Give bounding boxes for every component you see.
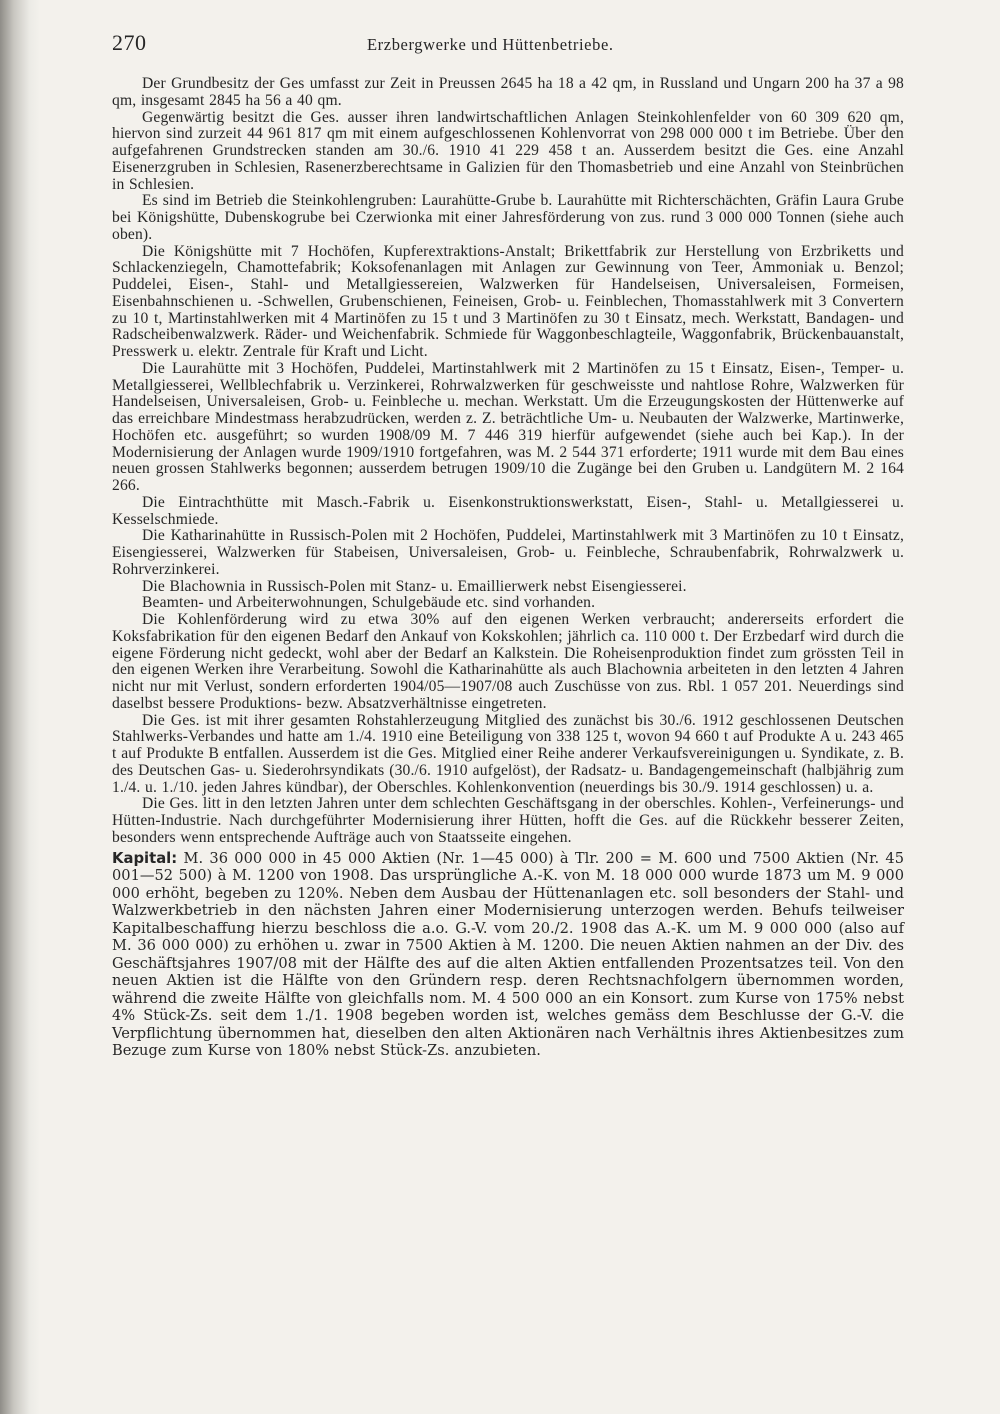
page-number: 270 (112, 30, 147, 55)
paragraph-geschaeftsgang: Die Ges. litt in den letzten Jahren unter dem schlechten Geschäftsgang in der oberschles. Kohlen-, Verfeinerungs- und Hütten-Industrie. Nach durchgeführter Modernisierung ihrer Hütten, hofft die Ges. auf die Rückkehr besserer Zeiten, besonders wenn entsprechende Aufträge auch von Staatsseite eingehen. (112, 795, 904, 846)
binding-shadow (0, 0, 40, 1414)
paragraph-steinkohlengruben: Es sind im Betrieb die Steinkohlengruben: Laurahütte-Grube b. Laurahütte mit Richterschächten, Gräfin Laura Grube bei Königshütte, Dubenskogrube bei Czerwionka mit einer Jahresförderung von zus. rund 3 000 000 Tonnen (siehe auch oben). (112, 192, 904, 243)
paragraph-kapital (112, 850, 904, 1060)
paragraph-laurahuette: Die Laurahütte mit 3 Hochöfen, Puddelei, Martinstahlwerk mit 2 Martinöfen zu 15 t Einsatz, Eisen-, Temper- u. Metallgiesserei, Wellblechfabrik u. Verzinkerei, Rohrwalzwerken für geschweisste und nahtlose Rohre, Walzwerken für Handelseisen, Universaleisen, Grob- u. Feinbleche u. mechan. Werkstatt. Um die Erzeugungskosten der Hüttenwerke auf das erreichbare Mindestmass herabzudrücken, werden z. Z. beträchtliche Um- u. Neubauten der Walzwerke, Martinwerke, Hochöfen etc. ausgeführt; so wurden 1908/09 M. 7 446 319 hierfür aufgewendet (siehe auch bei Kap.). In der Modernisierung der Anlagen wurde 1909/1910 fortgefahren, was M. 2 544 371 erforderte; 1911 wurde mit dem Bau eines neuen grossen Stahlwerks begonnen; ausserdem betrugen 1909/10 die Zugänge bei den Gruben u. Landgütern M. 2 164 266. (112, 359, 904, 494)
paragraph-steinkohlenfelder: Gegenwärtig besitzt die Ges. ausser ihren landwirtschaftlichen Anlagen Steinkohlenfelder von 60 309 620 qm, hiervon sind zurzeit 44 961 817 qm mit einem aufgeschlossenen Kohlenvorrat von 298 000 000 t im Betriebe. Über den aufgefahrenen Grundstrecken standen am 30./6. 1910 41 229 458 t an. Ausserdem besitzt die Ges. eine Anzahl Eisenerzgruben in Schlesien, Rasenerzberechtsame in Galizien für den Thomasbetrieb und eine Anzahl von Steinbrüchen in Schlesien. (112, 108, 904, 193)
paragraph-grundbesitz: Der Grundbesitz der Ges umfasst zur Zeit in Preussen 2645 ha 18 a 42 qm, in Russland und Ungarn 200 ha 37 a 98 qm, insgesamt 2845 ha 56 a 40 qm. (112, 75, 904, 109)
paragraph-eintrachthuette: Die Eintrachthütte mit Masch.-Fabrik u. Eisenkonstruktionswerkstatt, Eisen-, Stahl- u. Metallgiesserei u. Kesselschmiede. (112, 493, 904, 528)
running-title: Erzbergwerke und Hüttenbetriebe. (367, 35, 614, 54)
page-header (112, 30, 902, 60)
paragraph-wohnungen: Beamten- und Arbeiterwohnungen, Schulgebäude etc. sind vorhanden. (142, 594, 596, 612)
paragraph-katharinahuette: Die Katharinahütte in Russisch-Polen mit 2 Hochöfen, Puddelei, Martinstahlwerk mit 3 Martinöfen zu 10 t Einsatz, Eisengiesserei, Walzwerken für Stabeisen, Universaleisen, Grob- u. Feinbleche, Schraubenfabrik, Rohrwalzwerk u. Rohrverzinkerei. (112, 527, 904, 578)
body-text (112, 76, 904, 1060)
kapital-text: M. 36 000 000 in 45 000 Aktien (Nr. 1—45 000) à Tlr. 200 = M. 600 und 7500 Aktien (Nr. 45 001—52 500) à M. 1200 von 1908. Das ursprüngliche A.-K. von M. 18 000 000 wurde 1873 um M. 9 000 000 erhöht, begeben zu 120%. Neben dem Ausbau der Hüttenanlagen etc. soll besonders der Stahl- und Walzwerkbetrieb in den nächsten Jahren einer Modernisierung unterzogen werden. Behufs teilweiser Kapitalbeschaffung hierzu beschloss die a.o. G.-V. vom 20./2. 1908 das A.-K. um M. 9 000 000 (also auf M. 36 000 000) zu erhöhen u. zwar in 7500 Aktien à M. 1200. Die neuen Aktien nahmen an der Div. des Geschäftsjahres 1907/08 mit der Hälfte des auf die alten Aktien entfallenden Prozentsatzes teil. Von den neuen Aktien ist die Hälfte von den Gründern resp. deren Rechtsnachfolgern übernommen worden, während die zweite Hälfte von gleichfalls nom. M. 4 500 000 an ein Konsort. zum Kurse von 175% nebst 4% Stück-Zs. seit dem 1./1. 1908 begeben worden ist, welches gemäss dem Beschlusse der G.-V. die Verpflichtung übernommen hat, dieselben den alten Aktionären nach Verhältnis ihres Aktienbesitzes zum Bezuge zum Kurse von 180% nebst Stück-Zs. anzubieten. (112, 849, 904, 1059)
paragraph-stahlwerksverband: Die Ges. ist mit ihrer gesamten Rohstahlerzeugung Mitglied des zunächst bis 30./6. 1912 geschlossenen Deutschen Stahlwerks-Verbandes und hatte am 1./4. 1910 eine Beteiligung von 338 125 t, wovon 94 660 t auf Produkte A u. 243 465 t auf Produkte B entfallen. Ausserdem ist die Ges. Mitglied einer Reihe anderer Verkaufsvereinigungen u. Syndikate, z. B. des Deutschen Gas- u. Siederohrsyndikats (30./6. 1910 aufgelöst), der Radsatz- u. Bandagengemeinschaft (halbjährig zum 1./4. u. 1./10. jeden Jahres kündbar), der Oberschles. Kohlenkonvention (neuerdings bis 30./9. 1914 geschlossen) u. a. (112, 711, 904, 796)
paragraph-koenigshuette: Die Königshütte mit 7 Hochöfen, Kupferextraktions-Anstalt; Brikettfabrik zur Herstellung von Erzbriketts und Schlackenziegeln, Chamottefabrik; Koksofenanlagen mit Anlagen zur Gewinnung von Teer, Ammoniak u. Benzol; Puddelei, Eisen-, Stahl- und Metallgiessereien, Walzwerken für Handelseisen, Universaleisen, Formeisen, Eisenbahnschienen u. -Schwellen, Grubenschienen, Feineisen, Grob- u. Feinblechen, Thomasstahlwerk mit 3 Convertern zu 10 t, Martinstahlwerken mit 4 Martinöfen zu 15 t und 3 Martinöfen zu 30 t Einsatz, mech. Werkstatt, Bandagen- und Radscheibenwalzwerk. Räder- und Weichenfabrik. Schmiede für Waggonbeschlagteile, Waggonfabrik, Brückenbauanstalt, Presswerk u. elektr. Zentrale für Kraft und Licht. (112, 242, 904, 360)
kapital-label: Kapital: (112, 849, 178, 867)
paragraph-blachownia: Die Blachownia in Russisch-Polen mit Stanz- u. Emaillierwerk nebst Eisengiesserei. (142, 577, 687, 595)
paragraph-kohlenfoerderung: Die Kohlenförderung wird zu etwa 30% auf den eigenen Werken verbraucht; andererseits erfordert die Koksfabrikation für den eigenen Bedarf den Ankauf von Kokskohlen; jährlich ca. 110 000 t. Der Erzbedarf wird durch die eigene Förderung nicht gedeckt, wohl aber der Bedarf an Kalkstein. Die Roheisenproduktion findet zum grössten Teil in den eigenen Werken ihre Verarbeitung. Sowohl die Katharinahütte als auch Blachownia arbeiteten in den letzten 4 Jahren nicht nur mit Verlust, sondern erforderten 1904/05—1907/08 auch Zuschüsse von zus. Rbl. 1 057 201. Neuerdings sind daselbst bessere Produktions- bezw. Absatzverhältnisse eingetreten. (112, 611, 904, 712)
